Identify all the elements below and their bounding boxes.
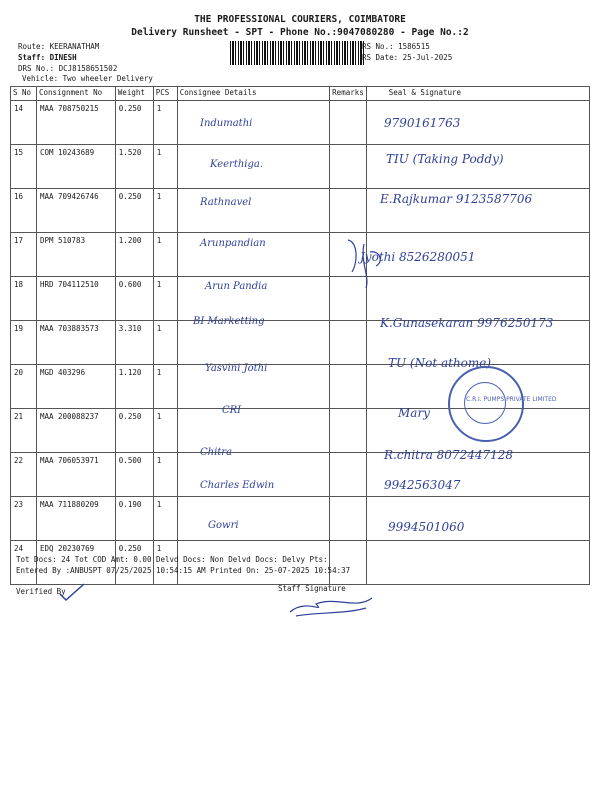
cell-weight: 0.250	[115, 409, 153, 453]
table-header-row	[11, 87, 590, 101]
cell-weight: 0.250	[115, 541, 153, 585]
cell-sno: 19	[11, 321, 37, 365]
cell-consignment: HRD 704112510	[36, 277, 115, 321]
cell-consignment: MAA 703883573	[36, 321, 115, 365]
cell-consignment: MGD 403296	[36, 365, 115, 409]
handwritten-consignee: Chitra	[200, 447, 233, 458]
cell-remarks	[330, 541, 367, 585]
handwritten-signature: E.Rajkumar 9123587706	[380, 192, 533, 206]
barcode	[230, 41, 366, 65]
staff-signature-label: Staff Signature	[278, 584, 346, 593]
route-label: Route: KEERANATHAM	[18, 42, 100, 51]
handwritten-signature: K.Gunasekaran 9976250173	[380, 316, 554, 330]
cell-consignment: EDQ 20230769	[36, 541, 115, 585]
entered-by-line: Entered By :ANBUSPT 07/25/2025 10:54:15 AM Printed On: 25-07-2025 10:54:37	[16, 566, 351, 575]
company-title: THE PROFESSIONAL COURIERS, COIMBATORE	[194, 14, 406, 25]
handwritten-signature: TU (Not athome)	[388, 356, 492, 370]
cell-pcs: 1	[153, 365, 177, 409]
cell-consignee	[177, 409, 329, 453]
cell-pcs: 1	[153, 189, 177, 233]
cell-weight: 0.500	[115, 453, 153, 497]
rs-date: RS Date: 25-Jul-2025	[362, 53, 453, 62]
cell-consignment: MAA 200088237	[36, 409, 115, 453]
cell-signature	[366, 541, 589, 585]
cell-remarks	[330, 189, 367, 233]
totals-line: Tot Docs: 24 Tot COD Amt: 0.00 Delvd Docs: Non Delvd Docs: Delvy Pts:	[16, 555, 328, 564]
col-sno: S No	[11, 87, 37, 101]
cell-consignment: COM 10243689	[36, 145, 115, 189]
cell-remarks	[330, 145, 367, 189]
handwritten-consignee: BI Marketting	[193, 316, 265, 327]
cell-remarks	[330, 365, 367, 409]
scribble-signature	[340, 232, 400, 292]
cell-pcs: 1	[153, 409, 177, 453]
cell-sno: 23	[11, 497, 37, 541]
col-remarks: Remarks	[330, 87, 367, 101]
cell-sno: 21	[11, 409, 37, 453]
handwritten-signature: Jyothi 8526280051	[360, 250, 476, 264]
handwritten-signature: Mary	[398, 406, 430, 420]
handwritten-consignee: Arun Pandia	[205, 281, 268, 292]
cell-sno: 18	[11, 277, 37, 321]
col-signature: Seal & Signature	[366, 87, 589, 101]
staff-signature-scribble	[286, 592, 376, 620]
cell-pcs: 1	[153, 277, 177, 321]
cell-pcs: 1	[153, 541, 177, 585]
cell-weight: 3.310	[115, 321, 153, 365]
col-consignment: Consignment No	[36, 87, 115, 101]
table-row	[11, 233, 590, 277]
handwritten-signature: TIU (Taking Poddy)	[386, 152, 504, 166]
cell-pcs: 1	[153, 321, 177, 365]
cell-pcs: 1	[153, 145, 177, 189]
vehicle-label: Vehicle: Two wheeler Delivery	[22, 74, 153, 83]
table-row	[11, 101, 590, 145]
company-seal-stamp	[448, 366, 524, 442]
cell-weight: 1.120	[115, 365, 153, 409]
table-row	[11, 497, 590, 541]
rs-number: RS No.: 1586515	[362, 42, 430, 51]
col-weight: Weight	[115, 87, 153, 101]
company-seal-text: C.R.I. PUMPS PRIVATE LIMITED	[466, 396, 557, 403]
handwritten-signature: 9994501060	[388, 520, 465, 534]
handwritten-consignee: Indumathi	[200, 118, 253, 129]
col-consignee: Consignee Details	[177, 87, 329, 101]
cell-remarks	[330, 453, 367, 497]
cell-consignee	[177, 189, 329, 233]
handwritten-consignee: CRI	[222, 405, 242, 416]
cell-consignee	[177, 321, 329, 365]
cell-pcs: 1	[153, 497, 177, 541]
handwritten-consignee: Gowri	[208, 520, 239, 531]
cell-consignment: MAA 711880209	[36, 497, 115, 541]
cell-remarks	[330, 409, 367, 453]
cell-consignment: MAA 709426746	[36, 189, 115, 233]
table-row	[11, 277, 590, 321]
handwritten-consignee: Charles Edwin	[200, 480, 275, 491]
cell-sno: 24	[11, 541, 37, 585]
cell-remarks	[330, 497, 367, 541]
cell-sno: 14	[11, 101, 37, 145]
runsheet-subtitle: Delivery Runsheet - SPT - Phone No.:9047080280 - Page No.:2	[131, 27, 469, 38]
verified-by-label: Verified By	[16, 587, 66, 596]
drs-label: DRS No.: DCJ8158651502	[18, 64, 118, 73]
handwritten-consignee: Arunpandian	[200, 238, 266, 249]
cell-remarks	[330, 321, 367, 365]
cell-sno: 17	[11, 233, 37, 277]
staff-label: Staff: DINESH	[18, 53, 77, 62]
cell-consignee	[177, 497, 329, 541]
cell-sno: 22	[11, 453, 37, 497]
cell-weight: 0.250	[115, 101, 153, 145]
handwritten-signature: R.chitra 8072447128	[384, 448, 514, 462]
handwritten-consignee: Keerthiga.	[210, 159, 264, 170]
cell-sno: 20	[11, 365, 37, 409]
cell-pcs: 1	[153, 453, 177, 497]
handwritten-signature: 9790161763	[384, 116, 461, 130]
cell-weight: 1.520	[115, 145, 153, 189]
cell-sno: 15	[11, 145, 37, 189]
col-pcs: PCS	[153, 87, 177, 101]
cell-weight: 0.250	[115, 189, 153, 233]
verified-tick-mark	[58, 582, 88, 604]
cell-pcs: 1	[153, 233, 177, 277]
cell-consignment: DPM 510783	[36, 233, 115, 277]
cell-consignment: MAA 708750215	[36, 101, 115, 145]
cell-sno: 16	[11, 189, 37, 233]
handwritten-consignee: Yasvini Jothi	[205, 363, 268, 374]
cell-weight: 0.600	[115, 277, 153, 321]
cell-consignment: MAA 706053971	[36, 453, 115, 497]
cell-pcs: 1	[153, 101, 177, 145]
handwritten-consignee: Rathnavel	[200, 197, 252, 208]
cell-weight: 0.190	[115, 497, 153, 541]
handwritten-signature: 9942563047	[384, 478, 461, 492]
cell-remarks	[330, 101, 367, 145]
cell-weight: 1.200	[115, 233, 153, 277]
